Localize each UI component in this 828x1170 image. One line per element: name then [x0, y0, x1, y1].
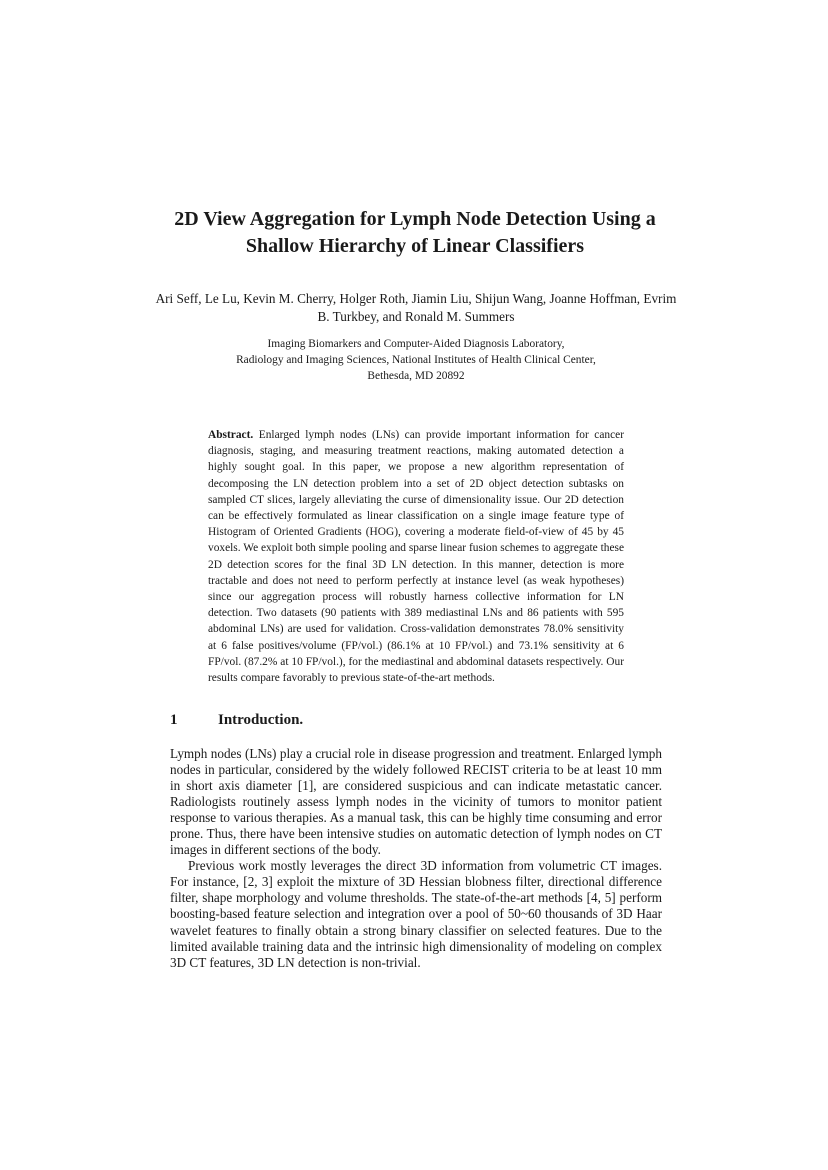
affiliation: [180, 336, 652, 384]
abstract: [208, 427, 624, 686]
paper-title: [120, 206, 710, 260]
paragraph-2: Previous work mostly leverages the direct 3D information from volumetric CT images. For instance, [2, 3] exploit the mixture of 3D Hessian blobness filter, directional difference filter, shape morphology and volume thresholds. The state-of-the-art methods [4, 5] perform boosting-based feature selection and integration over a pool of 50~60 thousands of 3D Haar wavelet features to finally obtain a strong binary classifier on selected features. Due to the limited available training data and the intrinsic high dimensionality of modeling on complex 3D CT features, 3D LN detection is non-trivial.: [170, 858, 662, 970]
affiliation-line-2: Radiology and Imaging Sciences, National Institutes of Health Clinical Center,: [236, 354, 596, 366]
abstract-text: Enlarged lymph nodes (LNs) can provide important information for cancer diagnosis, staging, and measuring treatment reactions, making automated detection a highly sought goal. In this paper, we propose a new algorithm representation of decomposing the LN detection problem into a set of 2D object detection subtasks on sampled CT slices, largely alleviating the curse of dimensionality issue. Our 2D detection can be effectively formulated as linear classification on a single image feature type of Histogram of Oriented Gradients (HOG), covering a moderate field-of-view of 45 by 45 voxels. We exploit both simple pooling and sparse linear fusion schemes to aggregate these 2D detection scores for the final 3D LN detection. In this manner, detection is more tractable and does not need to perform perfectly at instance level (as weak hypotheses) since our aggregation process will robustly harness collective information for LN detection. Two datasets (90 patients with 389 mediastinal LNs and 86 patients with 595 abdominal LNs) are used for validation. Cross-validation demonstrates 78.0% sensitivity at 6 false positives/volume (FP/vol.) (86.1% at 10 FP/vol.) and 73.1% sensitivity at 6 FP/vol. (87.2% at 10 FP/vol.), for the mediastinal and abdominal datasets respectively. Our results compare favorably to previous state-of-the-art methods.: [208, 429, 624, 685]
title-line-2: Shallow Hierarchy of Linear Classifiers: [245, 235, 585, 257]
affiliation-line-1: Imaging Biomarkers and Computer-Aided Diagnosis Laboratory,: [267, 338, 565, 350]
affiliation-line-3: Bethesda, MD 20892: [367, 370, 465, 382]
section-title: Introduction.: [218, 712, 304, 728]
section-body: [170, 746, 662, 971]
title-line-1: 2D View Aggregation for Lymph Node Detection Using a: [174, 208, 656, 230]
paragraph-1: Lymph nodes (LNs) play a crucial role in disease progression and treatment. Enlarged lymph nodes in particular, considered by the widely followed RECIST criteria to be at least 10 mm in short axis diameter [1], are considered suspicious and can indicate metastatic cancer. Radiologists routinely assess lymph nodes in the vicinity of tumors to monitor patient response to various therapies. As a manual task, this can be highly time consuming and error prone. Thus, there have been intensive studies on automatic detection of lymph nodes on CT images in different sections of the body.: [170, 746, 662, 858]
section-number: 1: [170, 712, 178, 728]
section-heading: [170, 711, 303, 729]
author-list: Ari Seff, Le Lu, Kevin M. Cherry, Holger Roth, Jiamin Liu, Shijun Wang, Joanne Hoffman, Evrim B. Turkbey, and Ronald M. Summers: [155, 291, 677, 324]
abstract-label: Abstract.: [208, 429, 254, 441]
